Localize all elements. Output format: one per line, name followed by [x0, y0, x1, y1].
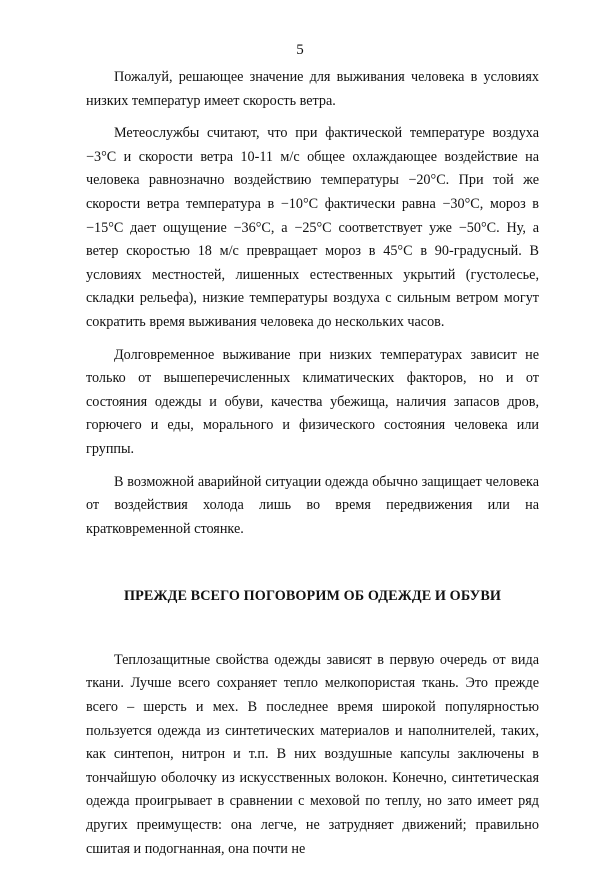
paragraph-wind-chill: Метеослужбы считают, что при фактической температуре воздуха −3°С и скорости ветра 10-11 м/с общее охлаждающее воздействие на человека равнозначно воздействию температуры −20°С. При той же скорости ветра температура в −10°С фактически равна −30°С, мороз в −15°С дает ощущение −36°С, а −25°С соответствует уже −50°С. Ну, а ветер скоростью 18 м/с превращает мороз в 45°С в 90-градусный. В условиях местностей, лишенных естественных укрытий (густолесье, складки рельефа), низкие температуры воздуха с сильным ветром могут сократить время выживания человека до нескольких часов.: [86, 125, 539, 330]
paragraph-long-term-survival: Долговременное выживание при низких температурах зависит не только от вышеперечисленных климатических факторов, но и от состояния одежды и обуви, качества убежища, наличия запасов дров, горючего и еды, морального и физического состояния человека или группы.: [86, 346, 539, 457]
paragraph-fabric-properties: Теплозащитные свойства одежды зависят в первую очередь от вида ткани. Лучше всего сохраняет тепло мелкопористая ткань. Это прежде всего – шерсть и мех. В последнее время широкой популярностью пользуется одежда из синтетических материалов и наполнителей, таких, как синтепон, нитрон и т.п. В них воздушные капсулы заключены в тончайшую оболочку из искусственных волокон. Конечно, синтетическая одежда проигрывает в сравнении с меховой по теплу, но зато имеет ряд других преимуществ: она легче, не затрудняет движений; правильно сшитая и подогнанная, она почти не: [86, 651, 539, 857]
paragraph-wind-importance: Пожалуй, решающее значение для выживания человека в условиях низких температур имеет скорость ветра.: [86, 69, 539, 109]
paragraph-emergency-clothing: В возможной аварийной ситуации одежда обычно защищает человека от воздействия холода лишь во время передвижения или на кратковременной стоянке.: [86, 473, 539, 537]
section-heading: ПРЕЖДЕ ВСЕГО ПОГОВОРИМ ОБ ОДЕЖДЕ И ОБУВИ: [123, 588, 502, 605]
page-number: 5: [296, 42, 304, 58]
page-body: [86, 66, 539, 870]
